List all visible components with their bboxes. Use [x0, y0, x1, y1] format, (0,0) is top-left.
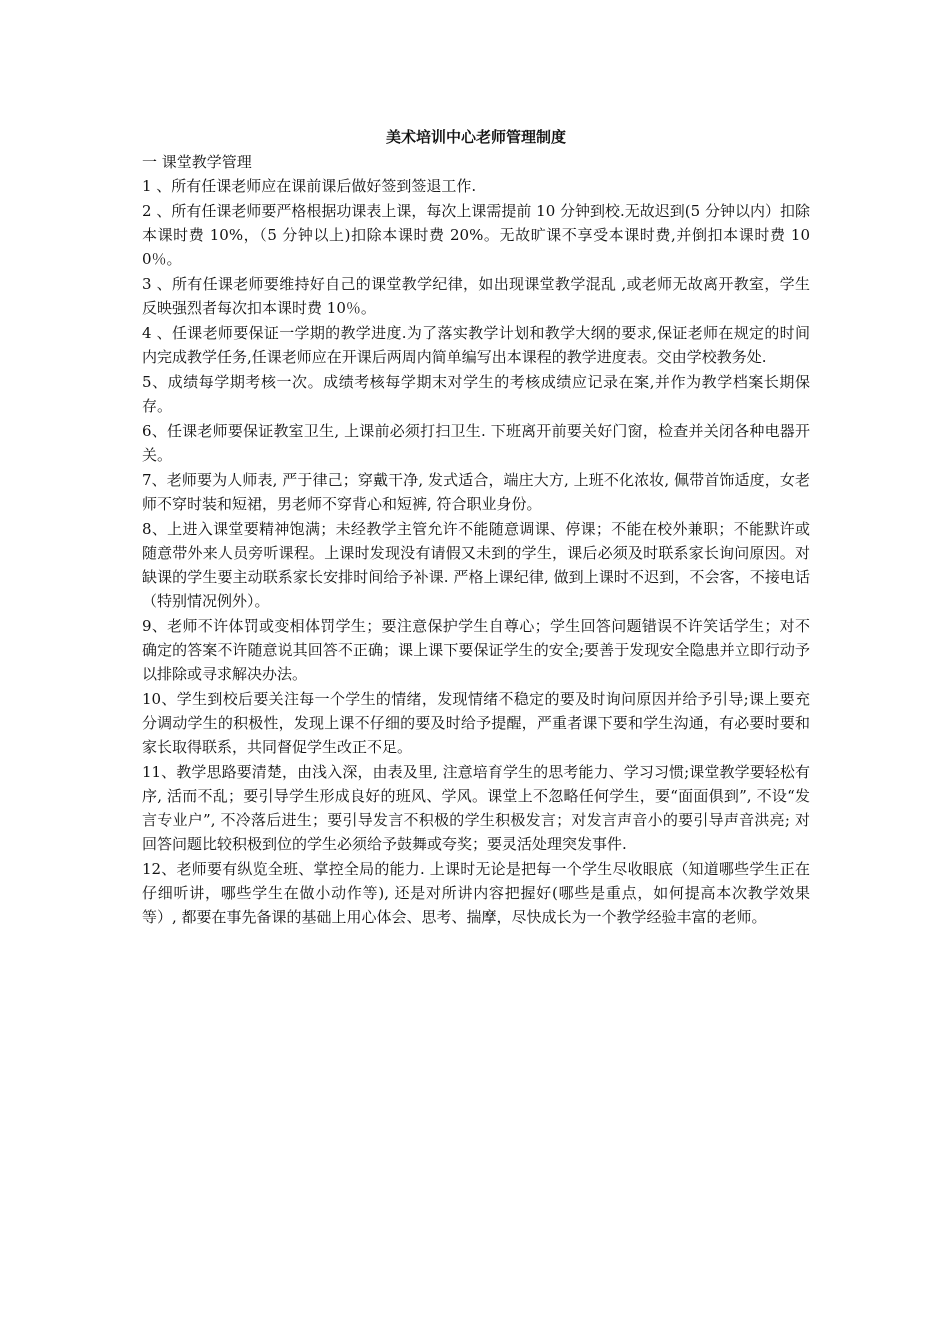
paragraph-7: 7、老师要为人师表, 严于律己；穿戴干净, 发式适合，端庄大方, 上班不化浓妆, 佩带首饰适度，女老师不穿时装和短裙，男老师不穿背心和短裤, 符合职业身份。	[142, 471, 810, 513]
paragraph-9: 9、老师不许体罚或变相体罚学生；要注意保护学生自尊心；学生回答问题错误不许笑话学生；对不确定的答案不许随意说其回答不正确；课上课下要保证学生的安全;要善于发现安全隐患并立即行动予以排除或寻求解决办法。	[142, 617, 810, 683]
paragraph-12: 12、老师要有纵览全班、掌控全局的能力. 上课时无论是把每一个学生尽收眼底（知道哪些学生正在仔细听讲，哪些学生在做小动作等), 还是对所讲内容把握好(哪些是重点，如何提高本次教学效果等）, 都要在事先备课的基础上用心体会、思考、揣摩，尽快成长为一个教学经验丰富的老师。	[142, 860, 810, 926]
paragraph-3: 3 、所有任课老师要维持好自己的课堂教学纪律，如出现课堂教学混乱 ,或老师无故离开教室，学生反映强烈者每次扣本课时费 10％。	[142, 275, 810, 317]
paragraph-2: 2 、所有任课老师要严格根据功课表上课，每次上课需提前 10 分钟到校.无故迟到(5 分钟以内）扣除本课时费 10%，（5 分钟以上)扣除本课时费 20%。无故旷课不享受本课时费,并倒扣本课时费 100％。	[142, 202, 810, 268]
document-page	[142, 126, 810, 930]
paragraph-8: 8、上进入课堂要精神饱满；未经教学主管允许不能随意调课、停课；不能在校外兼职；不能默许或随意带外来人员旁听课程。上课时发现没有请假又未到的学生，课后必须及时联系家长询问原因。对缺课的学生要主动联系家长安排时间给予补课. 严格上课纪律, 做到上课时不迟到，不会客，不接电话（特别情况例外）。	[142, 520, 810, 610]
paragraph-5: 5、成绩每学期考核一次。成绩考核每学期末对学生的考核成绩应记录在案,并作为教学档案长期保存。	[142, 373, 810, 415]
section-heading: 一 课堂教学管理	[142, 153, 252, 171]
document-title: 美术培训中心老师管理制度	[385, 128, 566, 146]
paragraph-10: 10、学生到校后要关注每一个学生的情绪，发现情绪不稳定的要及时询问原因并给予引导;课上要充分调动学生的积极性，发现上课不仔细的要及时给予提醒，严重者课下要和学生沟通，有必要时要和家长取得联系，共同督促学生改正不足。	[142, 690, 810, 756]
paragraph-1: 1 、所有任课老师应在课前课后做好签到签退工作.	[142, 177, 477, 195]
paragraph-11: 11、教学思路要清楚，由浅入深，由表及里, 注意培育学生的思考能力、学习习惯;课堂教学要轻松有序, 活而不乱；要引导学生形成良好的班风、学风。课堂上不忽略任何学生，要“面面俱到”, 不设“发言专业户”, 不冷落后进生；要引导发言不积极的学生积极发言；对发言声音小的要引导声音洪亮; 对回答问题比较积极到位的学生必须给予鼓舞或夸奖；要灵活处理突发事件.	[142, 763, 810, 853]
paragraph-6: 6、任课老师要保证教室卫生, 上课前必须打扫卫生. 下班离开前要关好门窗，检查并关闭各种电器开关。	[142, 422, 810, 464]
paragraph-4: 4 、任课老师要保证一学期的教学进度.为了落实教学计划和教学大纲的要求,保证老师在规定的时间内完成教学任务,任课老师应在开课后两周内简单编写出本课程的教学进度表。交由学校教务处.	[142, 324, 810, 366]
